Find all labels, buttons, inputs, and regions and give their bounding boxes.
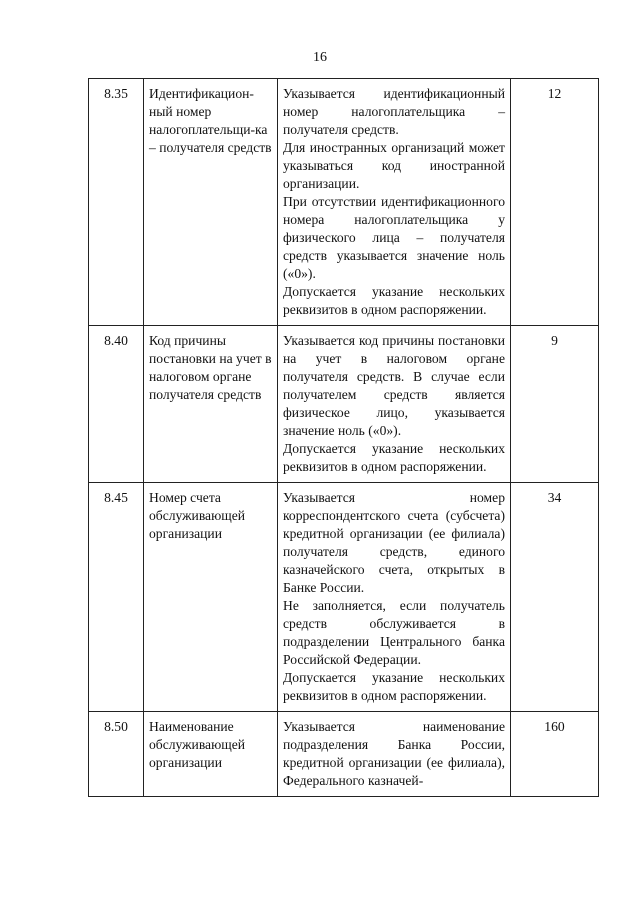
- description-paragraph: Не заполняется, если получатель средств обслуживается в подразделении Центрального банка Российской Федерации.: [283, 598, 505, 667]
- requisite-length: 9: [511, 326, 599, 483]
- page-number: 16: [313, 50, 327, 65]
- row-number: 8.45: [89, 483, 144, 712]
- requisites-table: [88, 78, 599, 797]
- description-paragraph: Допускается указание нескольких реквизитов в одном распоряжении.: [283, 670, 505, 703]
- requisite-name: Номер счета обслуживающей организации: [144, 483, 278, 712]
- requisite-name: Код причины постановки на учет в налоговом органе получателя средств: [144, 326, 278, 483]
- requisite-description: [278, 483, 511, 712]
- requisite-name: Наименование обслуживающей организации: [144, 712, 278, 797]
- description-paragraph: Указывается номер корреспондентского счета (субсчета) кредитной организации (ее филиала) получателя средств, единого казначейского счета, открытых в Банке России.: [283, 490, 505, 595]
- description-paragraph: Указывается наименование подразделения Банка России, кредитной организации (ее филиала), Федерального казначей-: [283, 719, 505, 788]
- requisite-description: [278, 326, 511, 483]
- requisite-name: Идентификацион-ный номер налогоплательщи-ка – получателя средств: [144, 79, 278, 326]
- requisite-length: 160: [511, 712, 599, 797]
- row-number: 8.40: [89, 326, 144, 483]
- description-paragraph: Указывается код причины постановки на учет в налоговом органе получателя средств. В случае если получателем средств является физическое лицо, указывается значение ноль («0»).: [283, 333, 505, 438]
- requisite-length: 34: [511, 483, 599, 712]
- row-number: 8.35: [89, 79, 144, 326]
- table-row: [89, 326, 599, 483]
- table-row: [89, 712, 599, 797]
- table-row: [89, 79, 599, 326]
- description-paragraph: Для иностранных организаций может указываться код иностранной организации.: [283, 140, 505, 191]
- row-number: 8.50: [89, 712, 144, 797]
- requisite-length: 12: [511, 79, 599, 326]
- requisite-description: [278, 79, 511, 326]
- table-row: [89, 483, 599, 712]
- description-paragraph: Допускается указание нескольких реквизитов в одном распоряжении.: [283, 441, 505, 474]
- description-paragraph: При отсутствии идентификационного номера налогоплательщика у физического лица – получателя средств указывается значение ноль («0»).: [283, 194, 505, 281]
- requisite-description: [278, 712, 511, 797]
- description-paragraph: Допускается указание нескольких реквизитов в одном распоряжении.: [283, 284, 505, 317]
- description-paragraph: Указывается идентификационный номер налогоплательщика – получателя средств.: [283, 86, 505, 137]
